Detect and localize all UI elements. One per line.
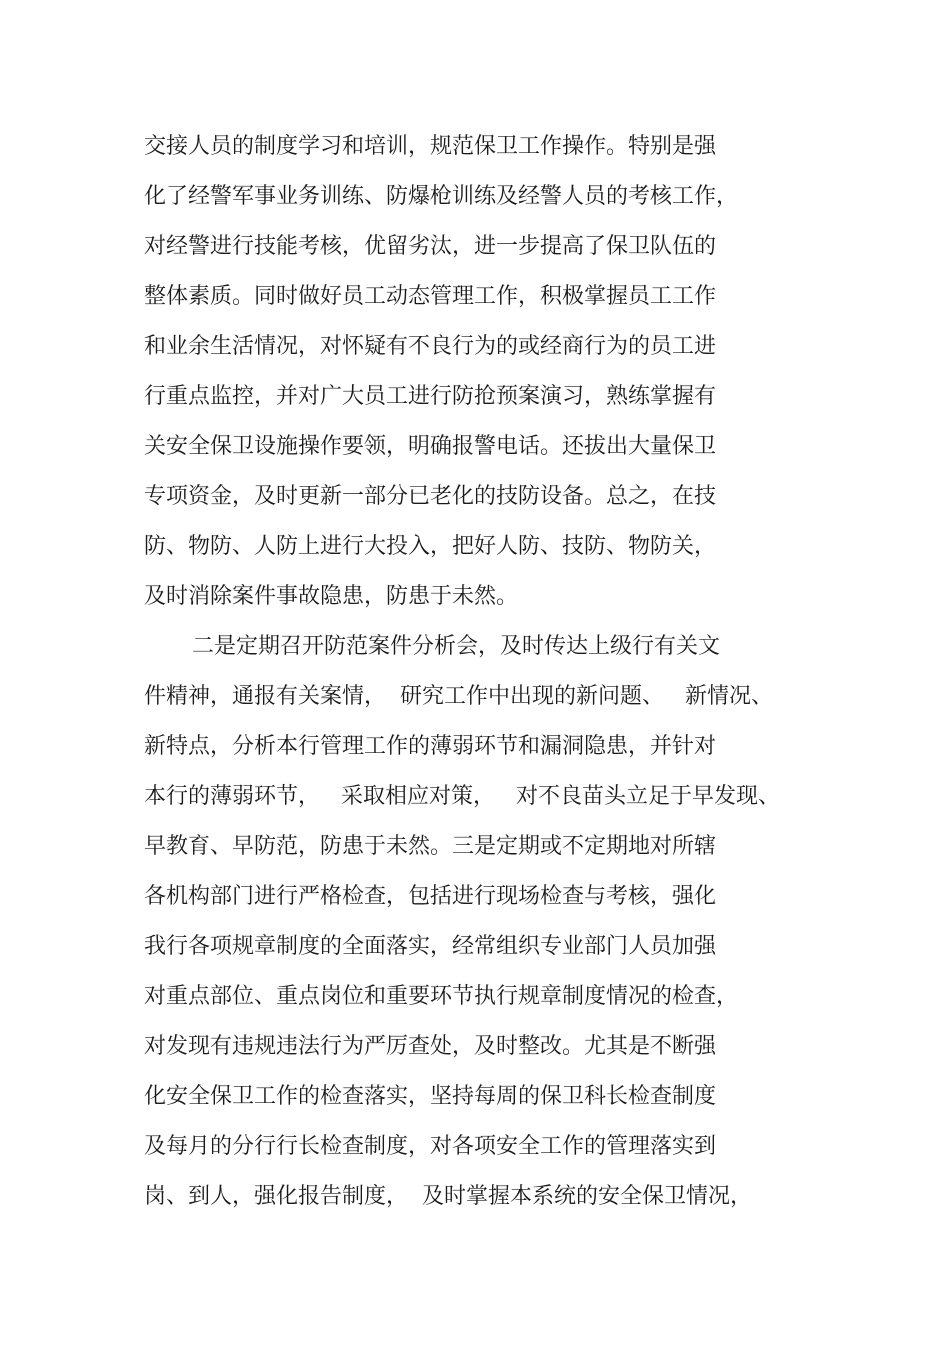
text-line: 关安全保卫设施操作要领，明确报警电话。还拔出大量保卫	[144, 434, 717, 459]
text-line: 交接人员的制度学习和培训，规范保卫工作操作。特别是强	[144, 134, 717, 159]
text-line: 件精神，通报有关案情， 研究工作中出现的新问题、 新情况、	[144, 684, 773, 709]
text-line: 新特点，分析本行管理工作的薄弱环节和漏洞隐患，并针对	[144, 734, 717, 759]
text-line: 专项资金，及时更新一部分已老化的技防设备。总之，在技	[144, 484, 717, 509]
text-line: 对经警进行技能考核，优留劣汰，进一步提高了保卫队伍的	[144, 234, 717, 259]
text-line: 化安全保卫工作的检查落实，坚持每周的保卫科长检查制度	[144, 1084, 717, 1109]
text-line: 我行各项规章制度的全面落实，经常组织专业部门人员加强	[144, 934, 717, 959]
body-text	[0, 122, 950, 1222]
text-line: 整体素质。同时做好员工动态管理工作，积极掌握员工工作	[144, 284, 717, 309]
text-line: 行重点监控，并对广大员工进行防抢预案演习，熟练掌握有	[144, 384, 717, 409]
text-line: 及时消除案件事故隐患，防患于未然。	[144, 584, 519, 609]
text-line: 和业余生活情况，对怀疑有不良行为的或经商行为的员工进	[144, 334, 717, 359]
text-line: 及每月的分行行长检查制度，对各项安全工作的管理落实到	[144, 1134, 717, 1159]
text-line: 各机构部门进行严格检查，包括进行现场检查与考核，强化	[144, 884, 717, 909]
text-line: 本行的薄弱环节， 采取相应对策， 对不良苗头立足于早发现、	[144, 784, 780, 809]
paragraph-start-line: 二是定期召开防范案件分析会，及时传达上级行有关文	[192, 634, 721, 659]
text-line: 对发现有违规违法行为严厉查处，及时整改。尤其是不断强	[144, 1034, 717, 1059]
text-line: 化了经警军事业务训练、防爆枪训练及经警人员的考核工作，	[144, 184, 739, 209]
text-line: 岗、到人，强化报告制度， 及时掌握本系统的安全保卫情况，	[144, 1184, 752, 1209]
text-line: 防、物防、人防上进行大投入，把好人防、技防、物防关，	[144, 534, 717, 559]
text-line: 对重点部位、重点岗位和重要环节执行规章制度情况的检查，	[144, 984, 739, 1009]
text-line: 早教育、早防范，防患于未然。三是定期或不定期地对所辖	[144, 834, 717, 859]
